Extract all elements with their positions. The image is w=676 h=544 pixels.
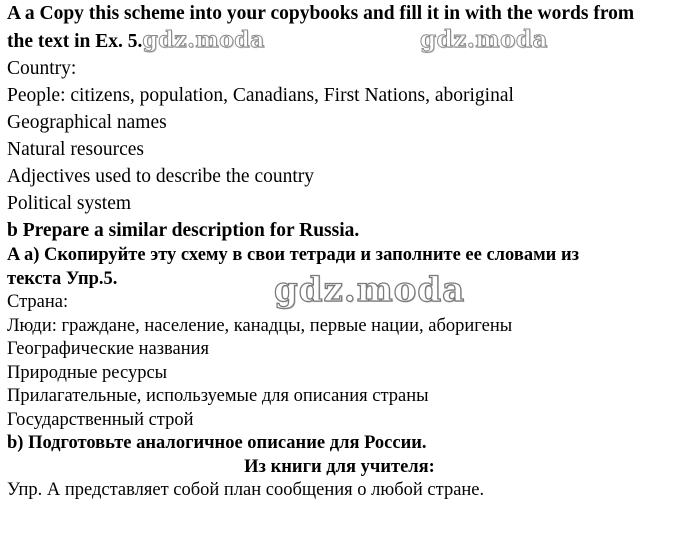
document-page: [7, 0, 672, 503]
scheme-item-country: Country:: [7, 58, 77, 79]
scheme-item-geographical-names: Geographical names: [7, 112, 167, 133]
scheme-item-political-system: Political system: [7, 193, 132, 214]
ru-scheme-item-people: Люди: граждане, население, канадцы, первые нации, аборигены: [7, 315, 513, 336]
scheme-item-adjectives: Adjectives used to describe the country: [7, 166, 315, 187]
ru-task-a-heading-line1: A а) Скопируйте эту схему в свои тетради и заполните ее словами из: [7, 245, 580, 265]
task-a-heading-line1: A a Copy this scheme into your copybooks and fill it in with the words from: [7, 3, 635, 24]
ru-task-b-heading: b) Подготовьте аналогичное описание для России.: [7, 433, 427, 453]
scheme-item-people: People: citizens, population, Canadians, First Nations, aboriginal: [7, 85, 514, 106]
ru-task-a-heading-line2: текста Упр.5.: [7, 268, 118, 289]
task-a-heading-line2: [7, 27, 672, 55]
task-a-heading-line2-text: the text in Ex. 5.: [7, 31, 143, 52]
ru-scheme-item-natural-resources: Природные ресурсы: [7, 362, 168, 383]
ru-scheme-item-country: Страна:: [7, 292, 69, 312]
watermark-top-right: gdz.moda: [420, 26, 548, 53]
task-b-heading: b Prepare a similar description for Russia.: [7, 220, 360, 241]
watermark-center: gdz.moda: [274, 270, 466, 310]
watermark-inline: gdz.moda: [142, 27, 265, 53]
english-section: [7, 0, 672, 244]
scheme-item-natural-resources: Natural resources: [7, 139, 144, 160]
teacher-note: Упр. А представляет собой план сообщения о любой стране.: [7, 480, 485, 500]
teacher-book-heading: Из книги для учителя:: [244, 456, 435, 477]
ru-scheme-item-political-system: Государственный строй: [7, 409, 194, 430]
ru-scheme-item-adjectives: Прилагательные, используемые для описания страны: [7, 386, 429, 406]
ru-scheme-item-geographical-names: Географические названия: [7, 339, 210, 359]
